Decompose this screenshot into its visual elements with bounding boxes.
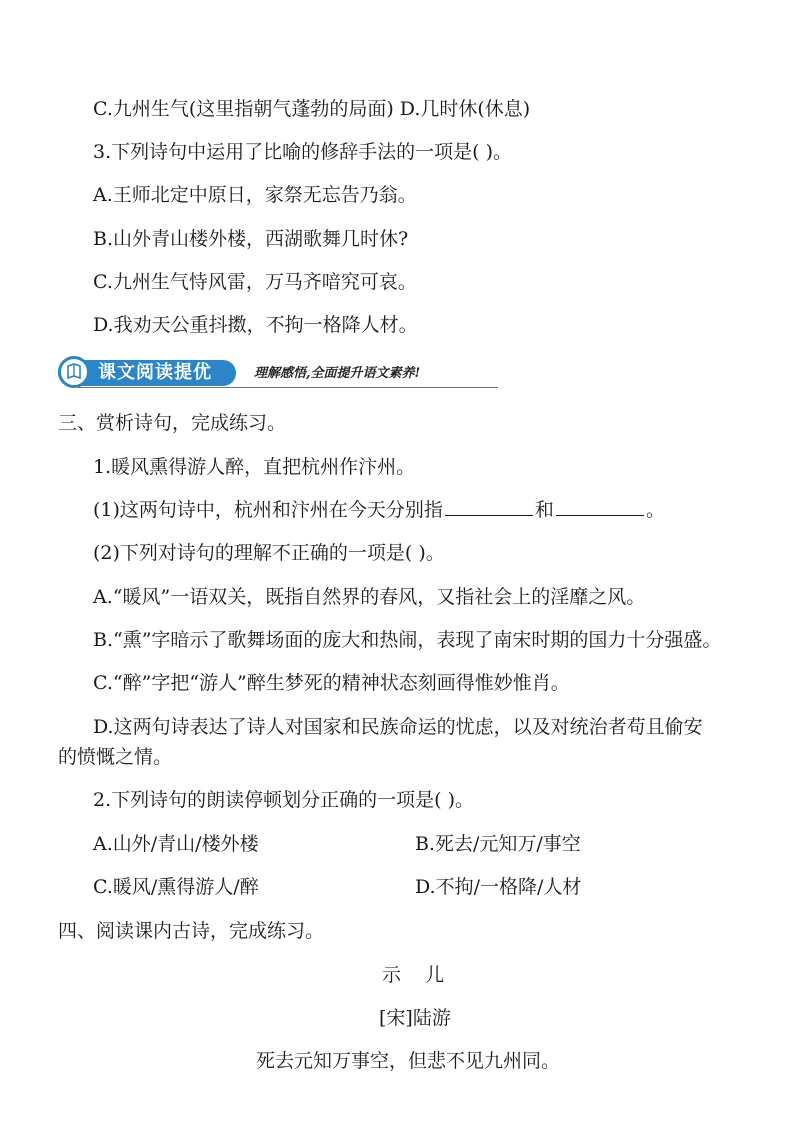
question-2-option-d: D.不拘/一格降/人材 xyxy=(415,876,582,898)
question-1-1-and: 和 xyxy=(534,499,554,521)
poem-title: 示 儿 xyxy=(382,964,445,986)
question-1-1 xyxy=(93,497,665,523)
section-3-heading: 三、赏析诗句，完成练习。 xyxy=(58,412,287,434)
book-icon xyxy=(58,356,90,388)
banner-subtitle: 理解感悟,全面提升语文素养! xyxy=(254,366,421,381)
question-1-2-option-d-line1: D.这两句诗表达了诗人对国家和民族命运的忧虑，以及对统治者苟且偷安 xyxy=(93,716,703,738)
option-c-line: C.九州生气(这里指朝气蓬勃的局面) D.几时休(休息) xyxy=(93,98,531,120)
question-3-option-b: B.山外青山楼外楼，西湖歌舞几时休? xyxy=(93,228,409,250)
question-2-option-a: A.山外/青山/楼外楼 xyxy=(93,833,259,855)
question-2: 2.下列诗句的朗读停顿划分正确的一项是( )。 xyxy=(93,789,474,811)
question-1-2-option-c: C.“醉”字把“游人”醉生梦死的精神状态刻画得惟妙惟肖。 xyxy=(93,672,570,694)
poem-verse-1: 死去元知万事空，但悲不见九州同。 xyxy=(256,1050,561,1072)
section-4-heading: 四、阅读课内古诗，完成练习。 xyxy=(58,920,325,942)
question-1-verse: 1.暖风熏得游人醉，直把杭州作汴州。 xyxy=(93,456,416,478)
section-banner xyxy=(58,358,443,388)
question-1-2-option-b: B.“熏”字暗示了歌舞场面的庞大和热闹，表现了南宋时期的国力十分强盛。 xyxy=(93,629,722,651)
question-3-option-c: C.九州生气恃风雷，万马齐喑究可哀。 xyxy=(93,271,417,293)
question-3-option-a: A.王师北定中原日，家祭无忘告乃翁。 xyxy=(93,184,417,206)
answer-blank-2[interactable] xyxy=(556,497,644,516)
question-3: 3.下列诗句中运用了比喻的修辞手法的一项是( )。 xyxy=(93,141,512,163)
question-1-2: (2)下列对诗句的理解不正确的一项是( )。 xyxy=(93,542,445,564)
question-1-1-prompt: (1)这两句诗中，杭州和汴州在今天分别指 xyxy=(93,499,443,521)
question-1-2-option-d-line2: 的愤慨之情。 xyxy=(58,746,173,768)
question-2-option-b: B.死去/元知万/事空 xyxy=(415,833,581,855)
question-1-2-option-a: A.“暖风”一语双关，既指自然界的春风，又指社会上的淫靡之风。 xyxy=(93,586,646,608)
question-1-1-end: 。 xyxy=(645,499,665,521)
poem-author: [宋]陆游 xyxy=(379,1007,451,1029)
question-3-option-d: D.我劝天公重抖擞，不拘一格降人材。 xyxy=(93,314,418,336)
banner-underline xyxy=(78,387,498,388)
answer-blank-1[interactable] xyxy=(445,497,533,516)
banner-title: 课文阅读提优 xyxy=(98,362,212,383)
question-2-option-c: C.暖风/熏得游人/醉 xyxy=(93,876,259,898)
